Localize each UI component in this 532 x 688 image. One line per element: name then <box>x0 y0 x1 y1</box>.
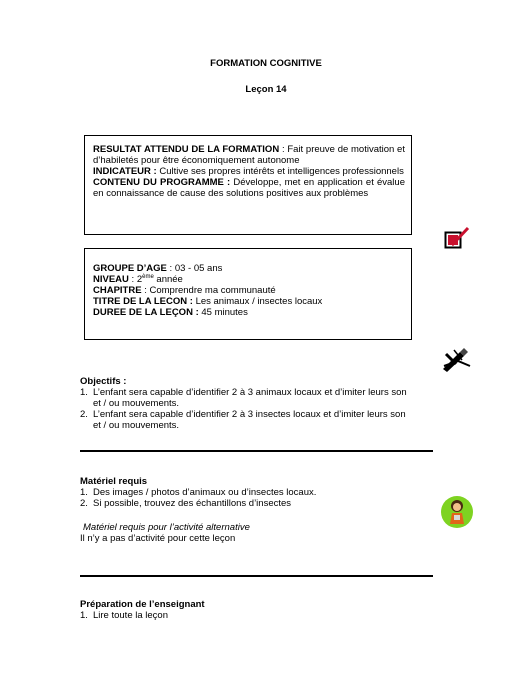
outcome-box <box>84 135 412 235</box>
duree-text: 45 minutes <box>201 307 248 318</box>
list-item-number: 1. <box>80 487 88 498</box>
resultat-label: RESULTAT ATTENDU DE LA FORMATION <box>93 144 280 155</box>
list-item <box>80 387 410 409</box>
groupe-label: GROUPE D’AGE <box>93 263 167 274</box>
pencil-tools-icon <box>440 346 472 372</box>
contenu-text: Développe, met en application et évalue en connaissance de cause des solutions positives aux problèmes <box>93 177 405 199</box>
resultat-para <box>93 144 405 166</box>
indicateur-para <box>93 166 405 177</box>
niveau-sup: ème <box>142 273 154 280</box>
alt-materiel-text: Il n’y a pas d’activité pour cette leçon <box>80 533 236 544</box>
duree-label: DUREE DE LA LEÇON : <box>93 307 199 318</box>
niveau-pre: : 2 <box>131 274 143 285</box>
niveau-line <box>93 274 405 285</box>
contenu-para <box>93 177 405 199</box>
indicateur-text: Cultive ses propres intérêts et intelligences professionnels <box>159 166 404 177</box>
niveau-label: NIVEAU <box>93 274 129 285</box>
list-item-number: 2. <box>80 498 88 509</box>
list-item-text: L’enfant sera capable d’identifier 2 à 3 insectes locaux et d’imiter leurs son et / ou mouvements. <box>93 409 406 431</box>
list-item <box>80 409 410 431</box>
list-item <box>80 610 420 621</box>
titre-label: TITRE DE LA LECON : <box>93 296 193 307</box>
duree-line <box>93 307 405 318</box>
niveau-post: année <box>153 274 183 285</box>
preparation-section <box>80 599 420 621</box>
indicateur-label: INDICATEUR : <box>93 166 157 177</box>
preparation-heading: Préparation de l’enseignant <box>80 599 205 610</box>
chapitre-line <box>93 285 405 296</box>
list-item-number: 2. <box>80 409 88 420</box>
list-item <box>80 498 420 509</box>
contenu-label: CONTENU DU PROGRAMME : <box>93 177 231 188</box>
resultat-text: : Fait preuve de motivation et d’habiletés pour être économiquement autonome <box>93 144 405 166</box>
materiel-heading: Matériel requis <box>80 476 148 487</box>
list-item-number: 1. <box>80 387 88 398</box>
list-item-text: L’enfant sera capable d’identifier 2 à 3 animaux locaux et d’imiter leurs son et / ou mouvements. <box>93 387 407 409</box>
titre-text: Les animaux / insectes locaux <box>195 296 323 307</box>
lesson-info-box <box>84 248 412 340</box>
list-item <box>80 487 420 498</box>
list-item-number: 1. <box>80 610 88 621</box>
document-title: FORMATION COGNITIVE <box>210 58 322 69</box>
chapitre-text: : Comprendre ma communauté <box>144 285 276 296</box>
materiel-section <box>80 476 420 544</box>
alt-materiel-heading: Matériel requis pour l’activité alternative <box>83 522 250 533</box>
groupe-line <box>93 263 405 274</box>
checked-box-icon <box>444 226 470 250</box>
groupe-text: : 03 - 05 ans <box>169 263 223 274</box>
objectifs-section <box>80 376 410 431</box>
list-item-text: Lire toute la leçon <box>93 610 168 621</box>
child-figure-icon <box>440 495 474 529</box>
list-item-text: Des images / photos d’animaux ou d’insectes locaux. <box>93 487 317 498</box>
titre-line <box>93 296 405 307</box>
lesson-number: Leçon 14 <box>245 84 287 95</box>
divider <box>80 450 433 452</box>
list-item-text: Si possible, trouvez des échantillons d’insectes <box>93 498 292 509</box>
chapitre-label: CHAPITRE <box>93 285 142 296</box>
divider <box>80 575 433 577</box>
objectifs-heading: Objectifs : <box>80 376 127 387</box>
